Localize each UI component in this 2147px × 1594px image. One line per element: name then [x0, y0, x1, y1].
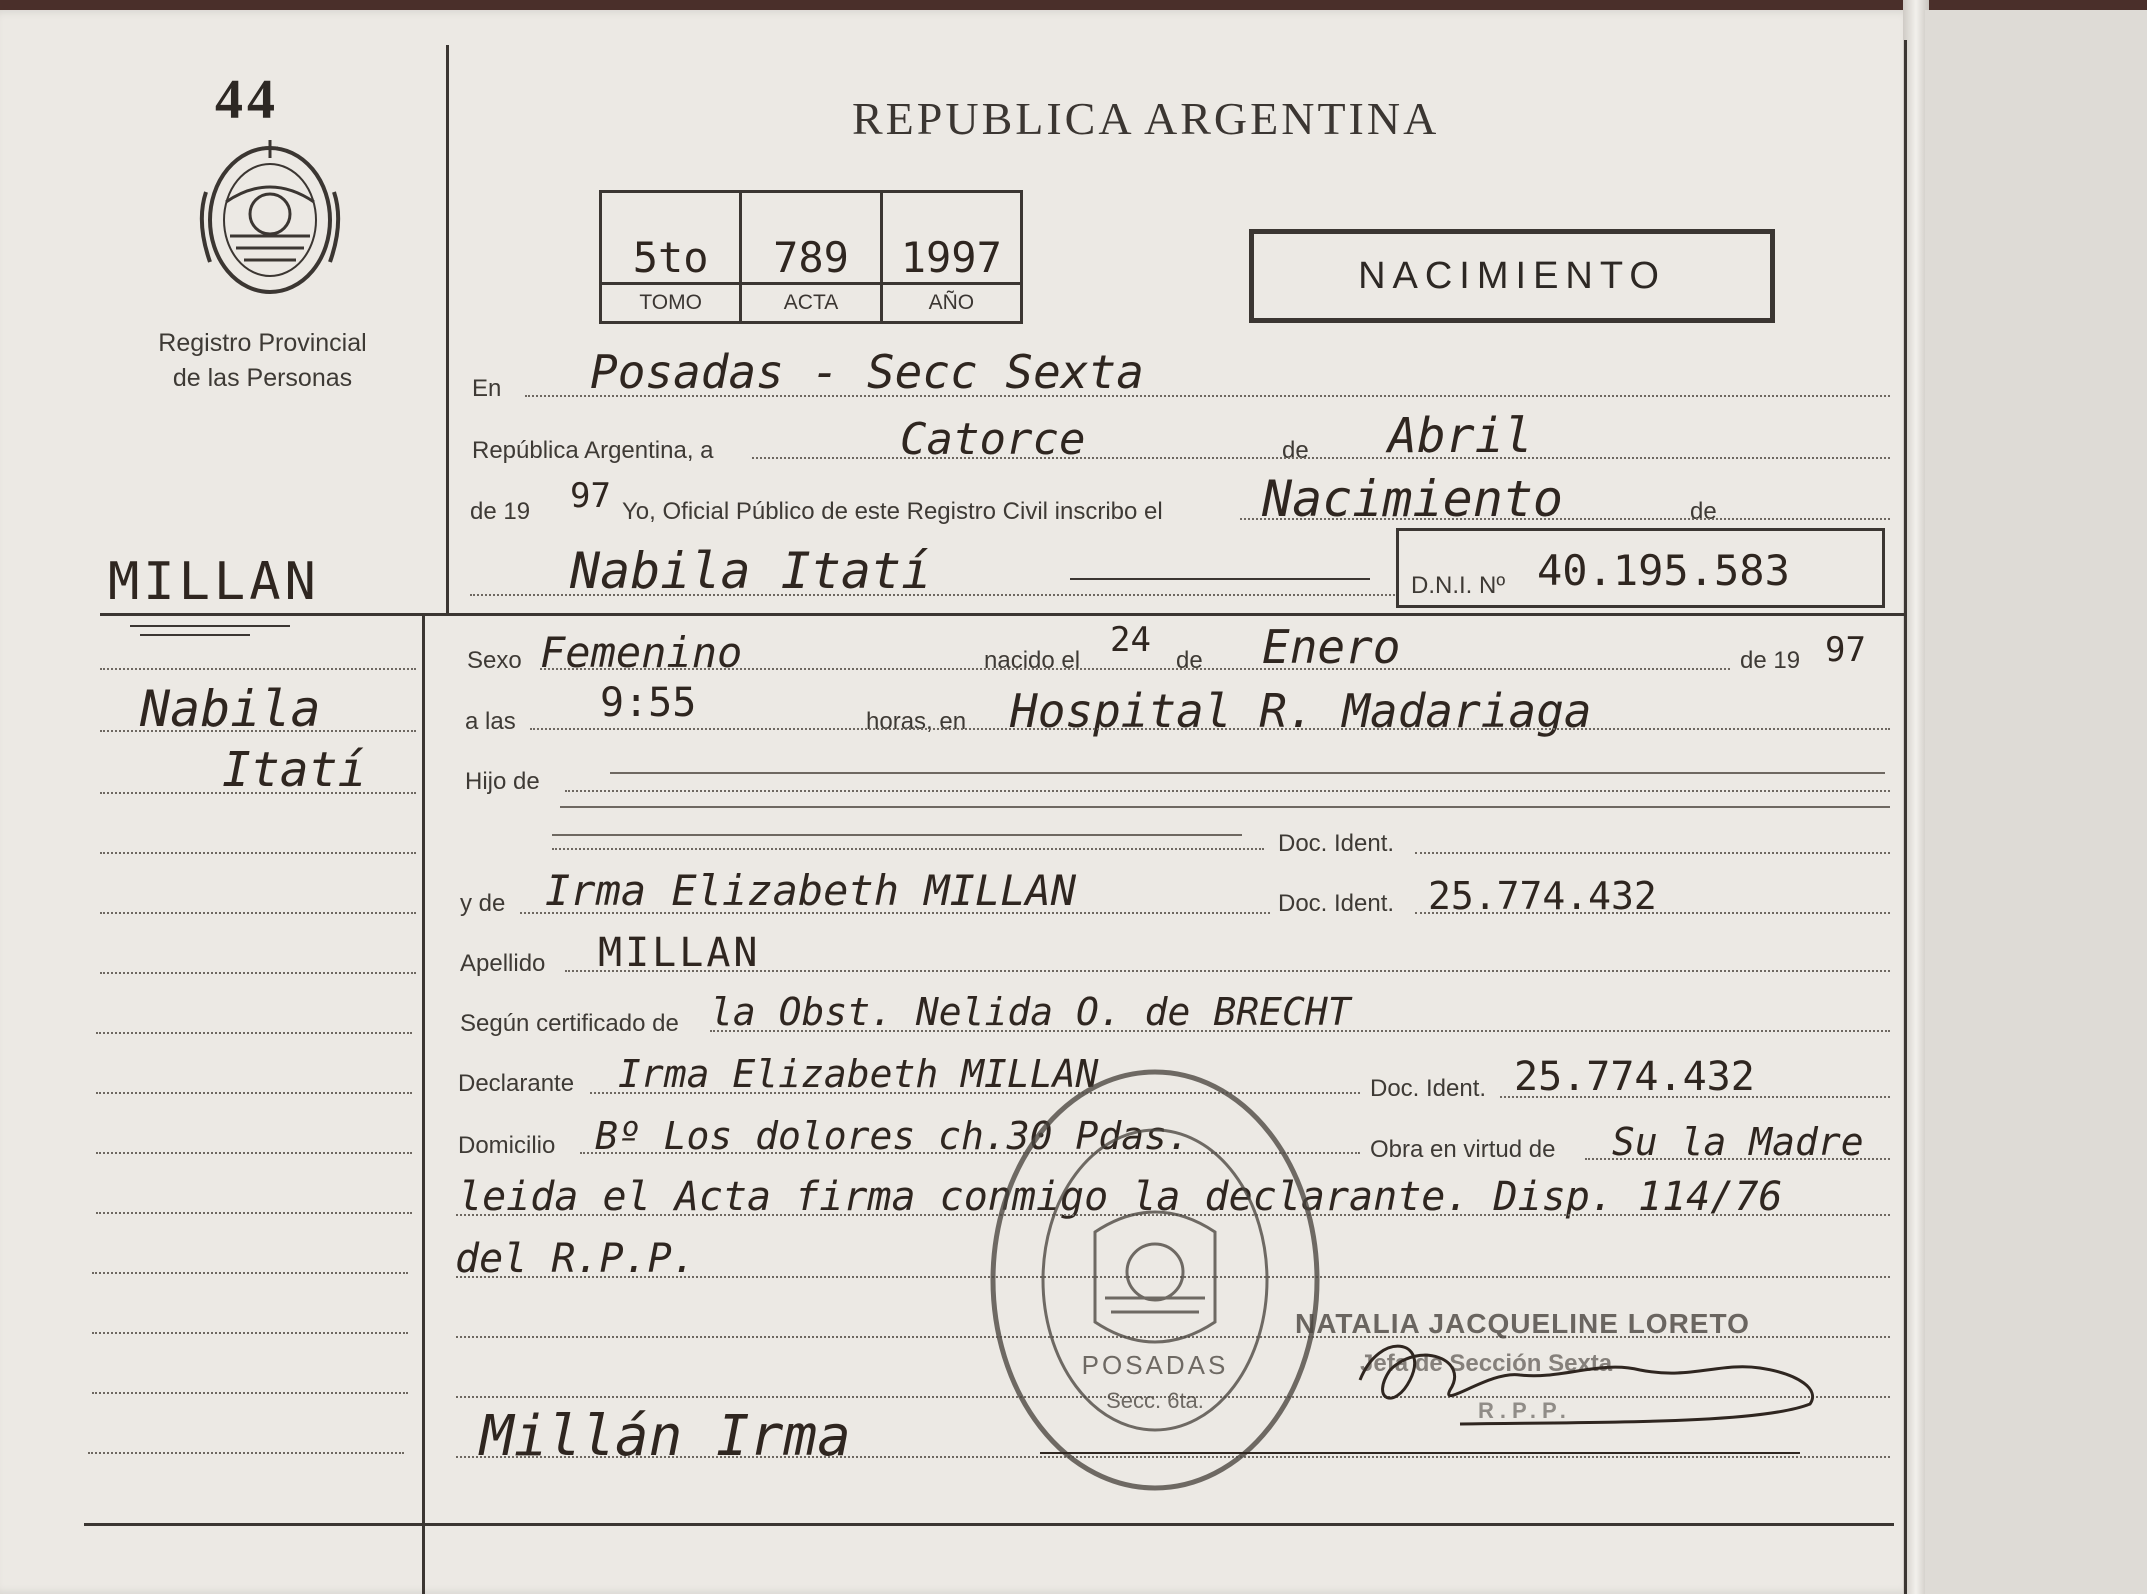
form-line [552, 848, 1264, 850]
republic-label: República Argentina, a [472, 437, 714, 464]
child-name-dash [1070, 578, 1370, 580]
left-column-divider [446, 45, 449, 615]
declarant-signature: Millán Irma [480, 1404, 851, 1469]
of-label: de [1690, 498, 1717, 525]
born-of-label: de [1176, 647, 1203, 674]
address-label: Domicilio [458, 1132, 556, 1159]
born-label: nacido el [984, 647, 1081, 674]
officer-office: Jefa de Sección Sexta [1360, 1350, 1613, 1377]
by-virtue-value: Su la Madre [1612, 1120, 1864, 1164]
place-value: Posadas - Secc Sexta [590, 345, 1144, 399]
side-line [96, 1152, 412, 1154]
blank-line [610, 772, 1885, 774]
side-line [100, 792, 416, 794]
side-line [100, 668, 416, 670]
ano-label: AÑO [883, 282, 1020, 321]
header-divider [100, 613, 1905, 616]
form-line [565, 790, 1890, 792]
born-year: 97 [1825, 630, 1866, 670]
surname-underline [130, 625, 290, 627]
side-line [96, 1032, 412, 1034]
month-value: Abril [1388, 408, 1533, 464]
form-line [565, 970, 1890, 972]
registry-line-2: de las Personas [172, 364, 353, 392]
side-line [92, 1332, 408, 1334]
place-label: En [472, 375, 502, 402]
form-line [470, 594, 1395, 596]
ano-value: 1997 [900, 233, 1002, 282]
father-label: Hijo de [465, 768, 540, 795]
acta-value: 789 [773, 233, 849, 282]
province-emblem-icon [196, 132, 344, 300]
side-line [92, 1272, 408, 1274]
cert-label: Según certificado de [460, 1010, 679, 1037]
side-line [100, 912, 416, 914]
side-line [88, 1452, 404, 1454]
side-line [96, 1092, 412, 1094]
note-line-1: leida el Acta firma conmigo la declarante. Disp. 114/76 [458, 1174, 1783, 1220]
declarant-label: Declarante [458, 1070, 575, 1097]
by-virtue-label: Obra en virtud de [1370, 1136, 1556, 1163]
next-page-edge [1925, 10, 2147, 1594]
inscribe-text: Yo, Oficial Público de este Registro Civil inscribo el [622, 498, 1163, 525]
year-label: de 19 [470, 498, 531, 525]
note-line-2: del R.P.P. [455, 1236, 696, 1282]
form-line [1500, 1096, 1890, 1098]
address-value: Bº Los dolores ch.30 Pdas. [595, 1114, 1190, 1158]
mother-doc: 25.774.432 [1428, 874, 1657, 918]
cert-value: la Obst. Nelida O. de BRECHT [710, 990, 1351, 1034]
year-value: 97 [570, 476, 611, 516]
act-value: Nacimiento [1262, 470, 1564, 528]
born-day: 24 [1110, 620, 1151, 660]
side-line [100, 972, 416, 974]
blank-line [560, 806, 1890, 808]
doc2-label: Doc. Ident. [1278, 890, 1395, 917]
left-column-divider-lower [422, 615, 425, 1594]
dni-label: D.N.I. Nº [1411, 572, 1506, 599]
declarant-value: Irma Elizabeth MILLAN [618, 1052, 1099, 1096]
child-name: Nabila Itatí [570, 542, 932, 600]
act-id-box [599, 190, 1023, 324]
form-line [1240, 518, 1890, 520]
dni-value: 40.195.583 [1537, 546, 1790, 595]
side-line [96, 1212, 412, 1214]
seal-city: POSADAS [1081, 1350, 1229, 1380]
ano-cell [883, 193, 1020, 321]
hours-label: horas, en [866, 708, 967, 735]
surname-value: MILLAN [598, 930, 761, 976]
form-line [520, 912, 1270, 914]
tomo-value: 5to [632, 233, 709, 282]
born-month: Enero [1262, 620, 1401, 674]
form-line [1415, 852, 1890, 854]
form-line [1585, 1158, 1890, 1160]
born-year-label: de 19 [1740, 647, 1801, 674]
side-name-line-2: Itatí [222, 742, 367, 798]
registry-name [120, 326, 405, 396]
blank-line [552, 834, 1242, 836]
declarant-doc: 25.774.432 [1514, 1054, 1755, 1100]
doc3-label: Doc. Ident. [1370, 1075, 1487, 1102]
mother-label: y de [460, 890, 506, 917]
sex-label: Sexo [467, 647, 522, 674]
doc1-label: Doc. Ident. [1278, 830, 1395, 857]
side-surname: MILLAN [108, 552, 320, 612]
seal-section: Secc. 6ta. [1106, 1388, 1204, 1413]
right-border [1904, 40, 1907, 1594]
form-line [530, 728, 1890, 730]
officer-org: R.P.P. [1478, 1398, 1572, 1423]
acta-label: ACTA [742, 282, 879, 321]
side-line [100, 730, 416, 732]
bottom-divider [84, 1523, 1894, 1526]
time-label: a las [465, 708, 516, 735]
officer-signature [1300, 1300, 1840, 1440]
tomo-label: TOMO [602, 282, 739, 321]
form-line [525, 395, 1890, 397]
page-number: 44 [215, 69, 279, 131]
side-line [100, 852, 416, 854]
surname-underline-2 [140, 634, 250, 636]
registry-line-1: Registro Provincial [158, 329, 367, 357]
acta-cell [742, 193, 882, 321]
side-name-line-1: Nabila [140, 680, 321, 738]
surname-label: Apellido [460, 950, 546, 977]
country-title: REPUBLICA ARGENTINA [852, 93, 1440, 144]
tomo-cell [602, 193, 742, 321]
side-line [92, 1392, 408, 1394]
mother-value: Irma Elizabeth MILLAN [545, 866, 1077, 915]
registry-seal [985, 1062, 1325, 1498]
form-line [752, 457, 1890, 459]
sex-value: Femenino [540, 628, 743, 677]
form-line [710, 1030, 1890, 1032]
month-label: de [1282, 437, 1309, 464]
signature-line [1040, 1452, 1800, 1454]
act-type-title: NACIMIENTO [1249, 229, 1775, 323]
form-line [1415, 912, 1890, 914]
officer-name: NATALIA JACQUELINE LORETO [1295, 1308, 1750, 1339]
time-value: 9:55 [600, 680, 697, 726]
birth-place: Hospital R. Madariaga [1010, 684, 1592, 738]
day-value: Catorce [900, 414, 1086, 465]
form-line [540, 668, 1730, 670]
